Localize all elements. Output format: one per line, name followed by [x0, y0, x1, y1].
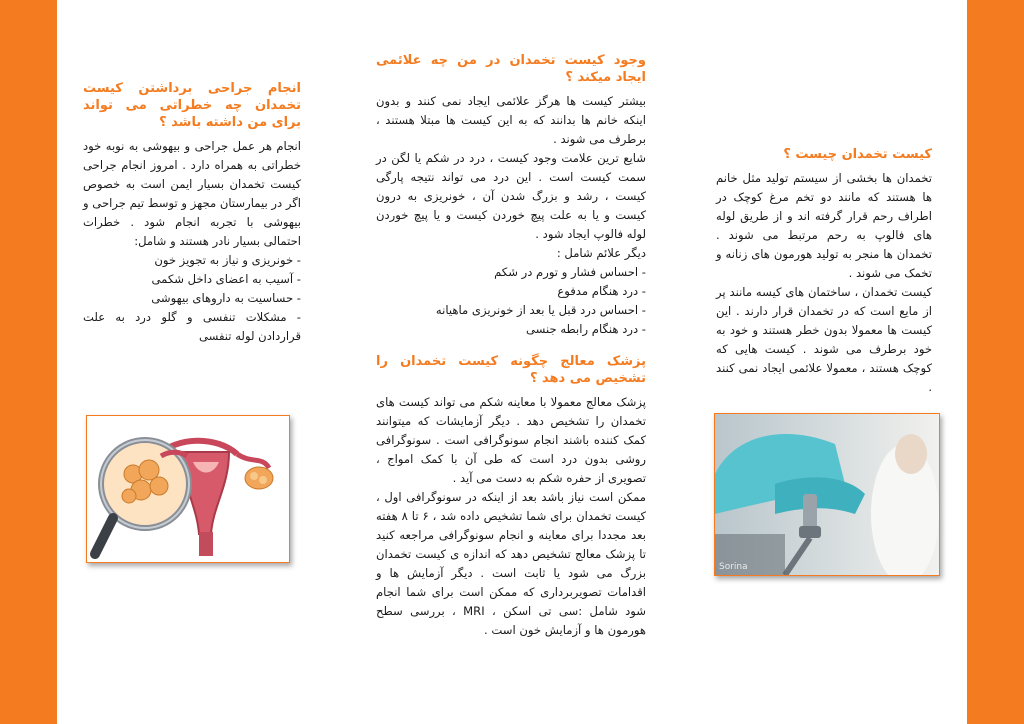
symptoms-list-intro: دیگر علائم شامل :	[556, 246, 646, 260]
right-orange-border	[967, 0, 1024, 724]
what-is-cyst-section	[716, 146, 932, 397]
symptoms-paragraph-1: بیشتر کیست ها هرگز علائمی ایجاد نمی کنند و بدون اینکه خانم ها بدانند که به این کیست ها مبتلا هستند ، برطرف می شوند .	[376, 94, 646, 146]
gynecology-chair-photo	[714, 413, 940, 576]
list-item: - درد هنگام مدفوع	[557, 284, 646, 298]
list-item: - آسیب به اعضای داخل شکمی	[151, 272, 301, 286]
exam-chair-icon	[715, 414, 939, 575]
symptoms-diagnosis-section	[376, 52, 646, 640]
surgery-risks-section	[83, 80, 301, 346]
symptoms-paragraph-2: شایع ترین علامت وجود کیست ، درد در شکم یا لگن در سمت کیست است . این درد می تواند نتیجه پارگی کیست ، رشد و بزرگ شدن آن ، خونریزی به درون کیست و یا به علت پیچ خوردن کیست و یا پیچ خوردن لوله فالوپ ایجاد شود .	[376, 151, 646, 241]
what-is-cyst-title: کیست تخمدان چیست ؟	[783, 147, 932, 162]
diagnosis-paragraph-2: ممکن است نیاز باشد بعد از اینکه در سونوگرافی اول ، کیست تخمدان برای شما تشخیص داده شد ، ۶ تا ۸ هفته بعد مجددا برای معاینه و انجام سونوگرافی مراجعه کنید تا پزشک معالج تشخیص دهد که اندازه ی کیست تخمدان بزرگ می شود یا ثابت است . دیگر آزمایش ها و اقدامات تصویربرداری که ممکن است برای شما انجام شود شامل :سی تی اسکن ، MRI ، بررسی سطح هورمون ها و آزمایش خون است .	[376, 490, 647, 637]
what-is-cyst-paragraph-2: کیست تخمدان ، ساختمان های کیسه مانند پر از مایع است که در تخمدان قرار دارند . این کیست ها معمولا بدون خطر هستند و خود به خود برطرف می شوند . کیست هایی که کوچک هستند ، معمولا علائمی ایجاد نمی کنند .	[716, 285, 932, 394]
diagnosis-title: پزشک معالج چگونه کیست تخمدان را تشخیص می دهد ؟	[376, 354, 646, 386]
symptoms-list	[376, 263, 646, 339]
left-orange-border	[0, 0, 57, 724]
symptoms-title: وجود کیست تخمدان در من چه علائمی ایجاد میکند ؟	[376, 53, 646, 85]
list-item: - احساس درد قبل یا بعد از خونریزی ماهیانه	[435, 303, 646, 317]
what-is-cyst-paragraph-1: تخمدان ها بخشی از سیستم تولید مثل خانم ها هستند که مانند دو تخم مرغ کوچک در اطراف رحم قرار گرفته اند و از طریق لوله های فالوپ به رحم مرتبط می شوند . تخمدان ها منجر به تولید هورمون های زنانه و تخمک می شوند .	[716, 171, 932, 280]
surgery-risks-list	[83, 251, 301, 346]
uterus-magnifier-icon	[87, 416, 289, 562]
list-item: - احساس فشار و تورم در شکم	[494, 265, 646, 279]
surgery-risks-title: انجام جراحی برداشتن کیست تخمدان چه خطراتی می تواند برای من داشته باشد ؟	[83, 81, 301, 130]
list-item: - حساسیت به داروهای بیهوشی	[151, 291, 301, 305]
diagnosis-paragraph-1: پزشک معالج معمولا با معاینه شکم می تواند کیست های تخمدان را تشخیص دهد . دیگر آزمایشات که میتوانند کمک کننده باشند انجام سونوگرافی است . سونوگرافی روشی بدون درد است که طی آن با کمک امواج ، تصویری از حفره شکم به دست می آید .	[376, 395, 646, 485]
ovary-illustration	[86, 415, 290, 563]
list-item: - درد هنگام رابطه جنسی	[525, 322, 646, 336]
list-item: - مشکلات تنفسی و گلو درد به علت قراردادن لوله تنفسی	[83, 310, 301, 343]
photo-watermark: Sorina	[719, 562, 748, 572]
list-item: - خونریزی و نیاز به تجویز خون	[154, 253, 301, 267]
surgery-risks-paragraph: انجام هر عمل جراحی و بیهوشی به نوبه خود خطراتی به همراه دارد . امروز انجام جراحی کیست تخمدان بسیار ایمن است به خصوص اگر در بیمارستان مجهز و توسط تیم جراحی و بیهوشی با تجربه انجام شود . خطرات احتمالی بسیار نادر هستند و شامل:	[83, 139, 301, 248]
